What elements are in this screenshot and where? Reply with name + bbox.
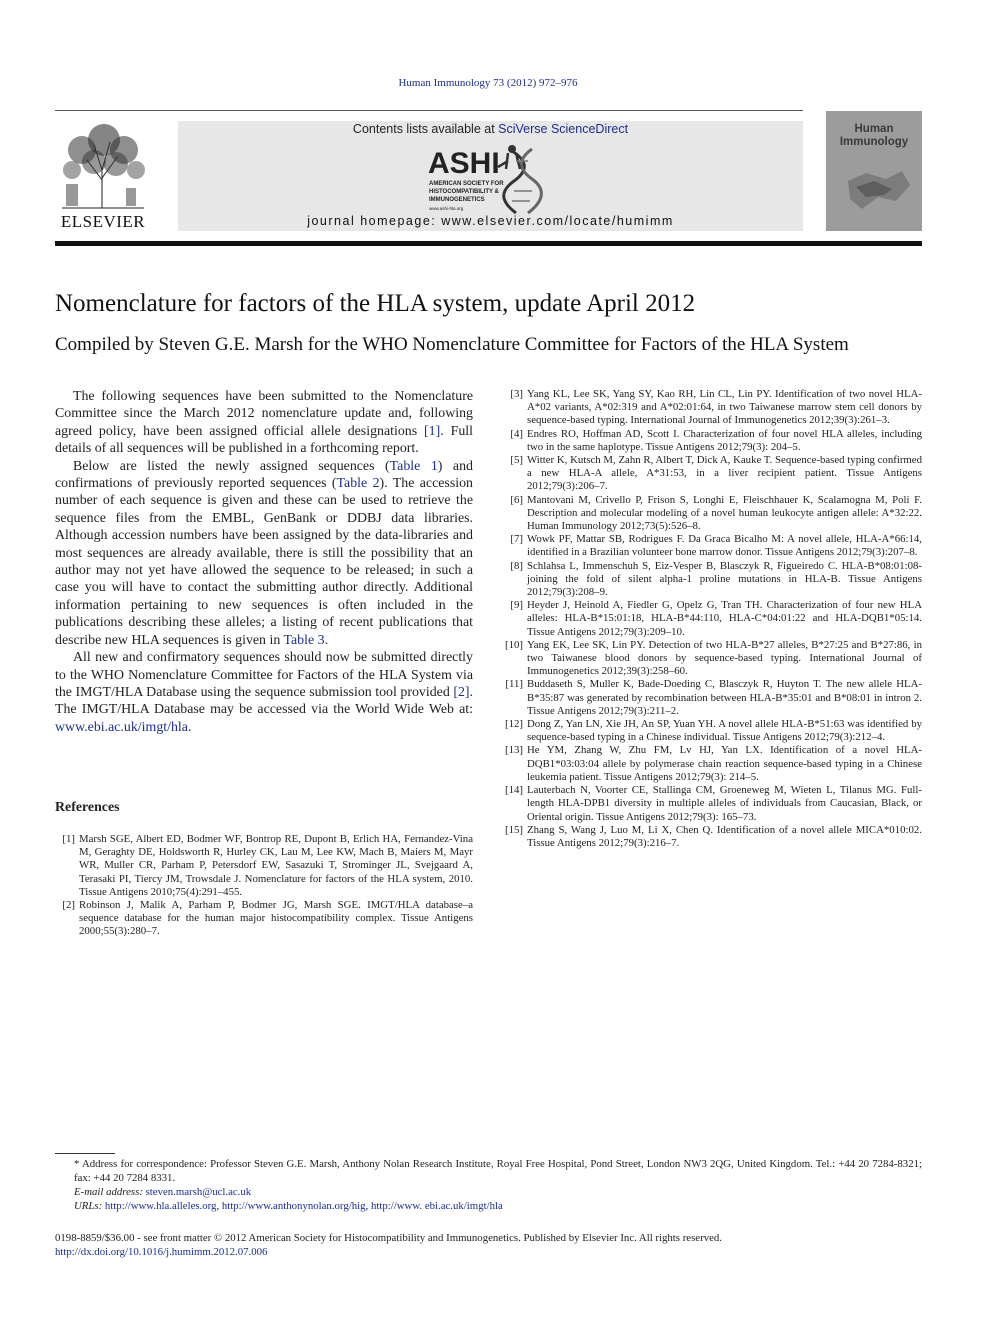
journal-citation[interactable]: [0, 77, 976, 89]
ashi-full-3: IMMUNOGENETICS: [429, 197, 485, 203]
correspondence-address: * Address for correspondence: Professor Steven G.E. Marsh, Anthony Nolan Research Institute, Royal Free Hospital, Pond Street, London NW3 2QG, United Kingdom. Tel.: +44 20 7284-8321; fax: +44 20 7284 8331.: [74, 1158, 922, 1184]
ashi-full-2: HISTOCOMPATIBILITY &: [429, 189, 499, 195]
footnote-rule: [55, 1153, 115, 1154]
footnotes: [55, 1157, 922, 1213]
url-link-3[interactable]: http://www. ebi.ac.uk/imgt/hla: [370, 1200, 503, 1212]
reference-item: [10] Yang EK, Lee SK, Lin PY. Detection of two HLA-B*27 alleles, B*27:25 and B*27:86, in two Taiwanese blood donors by sequence-based typing. International Journal of Immunogenetics 2012;39(3):258–60.: [505, 638, 922, 678]
reference-item: [4] Endres RO, Hoffman AD, Scott I. Characterization of four novel HLA alleles, including two in the same haplotype. Tissue Antigens 2012;79(3): 204–5.: [510, 427, 922, 453]
journal-homepage[interactable]: journal homepage: www.elsevier.com/locate/humimm: [307, 214, 674, 228]
reference-item: [1] Marsh SGE, Albert ED, Bodmer WF, Bontrop RE, Dupont B, Erlich HA, Fernandez-Vina M, Geraghty DE, Holdsworth R, Hurley CK, Lau M, Lee KW, Mach B, Maiers M, Mayr WR, Muller CR, Parham P, Petersdorf EW, Sasazuki T, Strominger JL, Svejgaard A, Terasaki PI, Tiercy JM, Trowsdale J. Nomenclature for factors of the HLA system, 2010. Tissue Antigens 2010;75(4):291–455.: [62, 833, 473, 898]
table-3-link[interactable]: Table 3: [283, 632, 325, 648]
paragraph-1: The following sequences have been submitted to the Nomenclature Committee since the March 2012 nomenclature update and, following agreed policy, have been assigned official allele designations [1]. Full details of all sequences will be published in a forthcoming report.: [55, 389, 473, 457]
body-text: [55, 388, 473, 736]
ashi-url: www.ashi-hla.org: [429, 206, 464, 211]
table-2-link[interactable]: Table 2: [336, 476, 380, 492]
reference-item: [9] Heyder J, Heinold A, Fiedler G, Opelz G, Tran TH. Characterization of four new HLA alleles: HLA-B*15:01:18, HLA-B*44:110, HLA-C*04:01:22 and HLA-DQB1*05:14. Tissue Antigens 2012;79(3):209–10.: [510, 599, 922, 638]
citation-link[interactable]: [2]: [453, 684, 470, 700]
header-thick-rule: [55, 241, 922, 246]
table-1-link[interactable]: Table 1: [389, 458, 438, 474]
elsevier-logo: [52, 120, 154, 232]
paragraph-2: Below are listed the newly assigned sequences (Table 1) and confirmations of previously reported sequences (Table 2). The accession number of each sequence is given and these can be used to retrieve the sequence files from the EMBL, GenBank or DDBJ data libraries. Although accession numbers have been assigned by the data-libraries and most sequences are already available, there is still the possibility that an author may not yet have allowed the sequence to be released; in such a case you will have to contact the submitting author directly. Additional information pertaining to new sequences is often included in the publications describing these alleles; a listing of recent publications that describe new HLA sequences is given in Table 3.: [55, 458, 473, 648]
header-rule: [55, 110, 803, 111]
journal-citation-link[interactable]: Human Immunology 73 (2012) 972–976: [398, 77, 578, 89]
email-line: E-mail address: steven.marsh@ucl.ac.uk: [74, 1186, 252, 1198]
reference-item: [2] Robinson J, Malik A, Parham P, Bodmer JG, Marsh SGE. IMGT/HLA database–a sequence database for the human major histocompatibility complex. Tissue Antigens 2000;55(3):280–7.: [62, 899, 473, 938]
reference-item: [5] Witter K, Kutsch M, Zahn R, Albert T, Dick A, Kauke T. Sequence-based typing confirmed a new HLA-A allele, A*31:53, in a liver recipient patient. Tissue Antigens 2012;79(3):206–7.: [510, 454, 922, 493]
ashi-full-1: AMERICAN SOCIETY FOR: [429, 181, 504, 187]
copyright-block: [55, 1231, 922, 1259]
elsevier-tree-icon: [52, 120, 154, 212]
reference-list-right: [503, 388, 922, 850]
contents-prefix: Contents lists available at: [352, 122, 499, 136]
email-link[interactable]: steven.marsh@ucl.ac.uk: [145, 1186, 252, 1198]
references-heading: References: [55, 800, 120, 815]
article-title: Nomenclature for factors of the HLA system, update April 2012: [55, 290, 696, 317]
urls-line: URLs: http://www.hla.alleles.org, http://www.anthonynolan.org/hig, http://www. ebi.ac.uk/imgt/hla: [74, 1200, 503, 1212]
reference-item: [8] Schlahsa L, Immenschuh S, Eiz-Vesper B, Blasczyk R, Figueiredo C. HLA-B*08:01:08- joining the fold of silent alpha-1 proline mutations in HLA-B. Tissue Antigens 2012;79(3):208–9.: [510, 559, 922, 599]
reference-item: [11] Buddaseth S, Muller K, Bade-Doeding C, Blasczyk R, Huyton T. The new allele HLA-B*35:87 was generated by recombination between HLA-B*35:01 and B*08:01 in intron 2. Tissue Antigens 2012;79(3):211–2.: [505, 678, 922, 717]
journal-cover-thumbnail: [826, 111, 922, 231]
dna-helix-icon: [498, 145, 541, 213]
elsevier-wordmark: ELSEVIER: [60, 212, 146, 231]
reference-item: [15] Zhang S, Wang J, Luo M, Li X, Chen Q. Identification of a novel allele MICA*010:02. Tissue Antigens 2012;79(3):216–7.: [505, 823, 922, 849]
cover-title-1: Human: [854, 123, 894, 135]
copyright-line: 0198-8859/$36.00 - see front matter © 2012 American Society for Histocompatibility and Immunogenetics. Published by Elsevier Inc. All rights reserved.: [55, 1232, 722, 1244]
reference-item: [7] Wowk PF, Mattar SB, Rodrigues F. Da Graca Bicalho M: A novel allele, HLA-A*66:14, identified in a Brazilian volunteer bone marrow donor. Tissue Antigens 2012;79(3):207–8.: [510, 533, 922, 559]
reference-item: [6] Mantovani M, Crivello P, Frison S, Longhi E, Fleischhauer K, Scalamogna M, Poli F. Description and molecular modeling of a novel human leukocyte antigen allele: A*32:22. Human Immunology 2012;73(5):526–8.: [510, 493, 922, 533]
ashi-logo: [428, 139, 553, 217]
reference-list-left: [55, 833, 473, 939]
sciencedirect-link[interactable]: SciVerse ScienceDirect: [498, 122, 629, 136]
doi-link[interactable]: http://dx.doi.org/10.1016/j.humimm.2012.07.006: [55, 1246, 268, 1258]
cover-figure-icon: [826, 151, 922, 231]
cover-title-2: Immunology: [839, 136, 909, 148]
url-link-1[interactable]: http://www.hla.alleles.org: [104, 1200, 217, 1212]
contents-line: [178, 122, 803, 136]
paragraph-3: All new and confirmatory sequences should now be submitted directly to the WHO Nomenclature Committee for Factors of the HLA System via the IMGT/HLA Database using the sequence submission tool provided [2]. The IMGT/HLA Database may be accessed via the World Wide Web at: www.ebi.ac.uk/imgt/hla.: [55, 650, 473, 735]
article-subtitle: Compiled by Steven G.E. Marsh for the WHO Nomenclature Committee for Factors of the HLA System: [55, 334, 849, 355]
reference-item: [12] Dong Z, Yan LN, Xie JH, An SP, Yuan YH. A novel allele HLA-B*51:63 was identified by sequence-based typing in a Chinese individual. Tissue Antigens 2012;79(3):212–4.: [505, 718, 922, 744]
citation-link[interactable]: [1]: [424, 423, 441, 439]
imgt-hla-link[interactable]: www.ebi.ac.uk/imgt/hla: [55, 719, 188, 735]
ashi-wordmark: ASHI: [428, 147, 500, 180]
reference-item: [3] Yang KL, Lee SK, Yang SY, Kao RH, Lin CL, Lin PY. Identification of two novel HLA-A*02 variants, A*02:319 and A*02:01:64, in two Taiwanese marrow stem cell donors by sequence-based typing. International Journal of Immunogenetics 2012;39(3):261–3.: [510, 388, 922, 427]
journal-banner: [178, 121, 803, 231]
reference-item: [14] Lauterbach N, Voorter CE, Stallinga CM, Groeneweg M, Wieten L, Tilanus MG. Full-length HLA-DPB1 diversity in multiple alleles of individuals from Caucasian, Black, or Oriental origin. Tissue Antigens 2012;79(3): 165–73.: [505, 784, 922, 823]
reference-item: [13] He YM, Zhang W, Zhu FM, Lv HJ, Yan LX. Identification of a novel HLA-DQB1*03:03:04 allele by polymerase chain reaction sequence-based typing in a Chinese leukemia patient. Tissue Antigens 2012;79(3): 214–5.: [505, 744, 922, 783]
url-link-2[interactable]: http://www.anthonynolan.org/hig: [221, 1200, 366, 1212]
